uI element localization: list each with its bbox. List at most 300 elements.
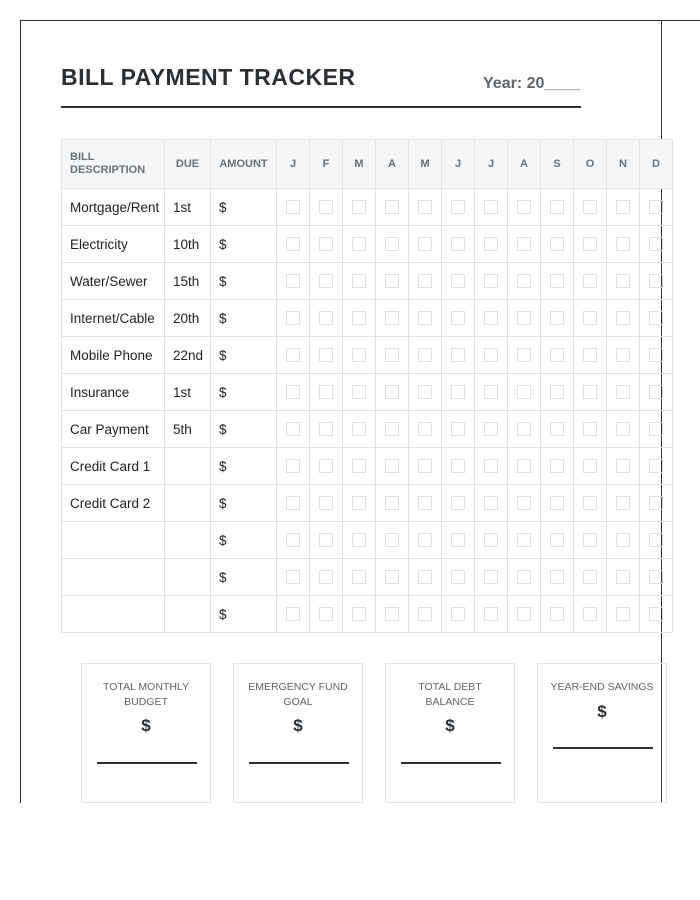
column-header-month: O: [574, 140, 607, 189]
paid-checkbox[interactable]: [550, 385, 564, 399]
paid-checkbox[interactable]: [286, 570, 300, 584]
paid-checkbox[interactable]: [385, 311, 399, 325]
summary-entry-line[interactable]: [249, 762, 349, 764]
month-cell: [343, 374, 376, 411]
paid-checkbox[interactable]: [649, 422, 663, 436]
table-row: [62, 263, 673, 300]
month-cell: [607, 559, 640, 596]
month-cell: [343, 559, 376, 596]
paid-checkbox[interactable]: [484, 200, 498, 214]
month-cell: [640, 189, 673, 226]
month-cell: [277, 300, 310, 337]
month-cell: [442, 374, 475, 411]
paid-checkbox[interactable]: [616, 533, 630, 547]
month-cell: [640, 374, 673, 411]
paid-checkbox[interactable]: [583, 607, 597, 621]
paid-checkbox[interactable]: [550, 422, 564, 436]
month-cell: [310, 337, 343, 374]
paid-checkbox[interactable]: [583, 348, 597, 362]
paid-checkbox[interactable]: [319, 385, 333, 399]
bill-description-cell[interactable]: Mobile Phone: [62, 337, 165, 374]
month-cell: [541, 559, 574, 596]
paid-checkbox[interactable]: [286, 607, 300, 621]
month-cell: [640, 522, 673, 559]
paid-checkbox[interactable]: [352, 607, 366, 621]
due-date-cell[interactable]: 10th: [165, 226, 211, 263]
month-cell: [343, 485, 376, 522]
month-cell: [475, 337, 508, 374]
paid-checkbox[interactable]: [319, 607, 333, 621]
month-cell: [277, 559, 310, 596]
paid-checkbox[interactable]: [385, 200, 399, 214]
paid-checkbox[interactable]: [451, 422, 465, 436]
due-date-cell[interactable]: [165, 596, 211, 633]
month-cell: [310, 485, 343, 522]
paid-checkbox[interactable]: [517, 311, 531, 325]
paid-checkbox[interactable]: [649, 570, 663, 584]
due-date-cell[interactable]: [165, 448, 211, 485]
month-cell: [574, 300, 607, 337]
paid-checkbox[interactable]: [517, 533, 531, 547]
bill-description-cell[interactable]: Car Payment: [62, 411, 165, 448]
paid-checkbox[interactable]: [451, 237, 465, 251]
due-date-cell[interactable]: 20th: [165, 300, 211, 337]
paid-checkbox[interactable]: [583, 385, 597, 399]
paid-checkbox[interactable]: [418, 348, 432, 362]
month-cell: [343, 300, 376, 337]
month-cell: [574, 189, 607, 226]
paid-checkbox[interactable]: [385, 348, 399, 362]
month-cell: [574, 337, 607, 374]
table-row: [62, 337, 673, 374]
month-cell: [640, 337, 673, 374]
paid-checkbox[interactable]: [418, 385, 432, 399]
due-date-cell[interactable]: 1st: [165, 189, 211, 226]
paid-checkbox[interactable]: [319, 311, 333, 325]
paid-checkbox[interactable]: [385, 237, 399, 251]
paid-checkbox[interactable]: [484, 385, 498, 399]
paid-checkbox[interactable]: [583, 200, 597, 214]
paid-checkbox[interactable]: [418, 459, 432, 473]
paid-checkbox[interactable]: [550, 311, 564, 325]
paid-checkbox[interactable]: [319, 533, 333, 547]
bill-description-cell[interactable]: Electricity: [62, 226, 165, 263]
paid-checkbox[interactable]: [517, 607, 531, 621]
paid-checkbox[interactable]: [385, 533, 399, 547]
month-cell: [442, 596, 475, 633]
due-date-cell[interactable]: 15th: [165, 263, 211, 300]
paid-checkbox[interactable]: [649, 237, 663, 251]
paid-checkbox[interactable]: [484, 459, 498, 473]
month-cell: [574, 448, 607, 485]
amount-cell[interactable]: $: [211, 337, 277, 374]
paid-checkbox[interactable]: [550, 570, 564, 584]
month-cell: [442, 448, 475, 485]
paid-checkbox[interactable]: [649, 274, 663, 288]
month-cell: [376, 522, 409, 559]
due-date-cell[interactable]: 5th: [165, 411, 211, 448]
month-cell: [442, 522, 475, 559]
paid-checkbox[interactable]: [484, 607, 498, 621]
paid-checkbox[interactable]: [352, 348, 366, 362]
month-cell: [376, 485, 409, 522]
paid-checkbox[interactable]: [418, 496, 432, 510]
month-cell: [277, 485, 310, 522]
paid-checkbox[interactable]: [352, 237, 366, 251]
month-cell: [541, 411, 574, 448]
paid-checkbox[interactable]: [451, 200, 465, 214]
paid-checkbox[interactable]: [352, 200, 366, 214]
summary-entry-line[interactable]: [553, 747, 653, 749]
paid-checkbox[interactable]: [649, 348, 663, 362]
paid-checkbox[interactable]: [451, 459, 465, 473]
paid-checkbox[interactable]: [583, 459, 597, 473]
month-cell: [310, 559, 343, 596]
paid-checkbox[interactable]: [484, 496, 498, 510]
month-cell: [277, 226, 310, 263]
paid-checkbox[interactable]: [649, 385, 663, 399]
month-cell: [475, 374, 508, 411]
paid-checkbox[interactable]: [484, 274, 498, 288]
month-cell: [541, 189, 574, 226]
paid-checkbox[interactable]: [550, 274, 564, 288]
paid-checkbox[interactable]: [418, 200, 432, 214]
paid-checkbox[interactable]: [286, 459, 300, 473]
paid-checkbox[interactable]: [385, 274, 399, 288]
month-cell: [541, 337, 574, 374]
amount-cell[interactable]: $: [211, 263, 277, 300]
paid-checkbox[interactable]: [286, 422, 300, 436]
paid-checkbox[interactable]: [451, 311, 465, 325]
month-cell: [409, 263, 442, 300]
paid-checkbox[interactable]: [649, 533, 663, 547]
amount-cell[interactable]: $: [211, 485, 277, 522]
table-row: [62, 485, 673, 522]
bill-description-cell[interactable]: Internet/Cable: [62, 300, 165, 337]
month-cell: [508, 411, 541, 448]
paid-checkbox[interactable]: [451, 385, 465, 399]
column-header-month: D: [640, 140, 673, 189]
paid-checkbox[interactable]: [616, 274, 630, 288]
month-cell: [607, 189, 640, 226]
paid-checkbox[interactable]: [418, 533, 432, 547]
month-cell: [343, 226, 376, 263]
month-cell: [541, 522, 574, 559]
paid-checkbox[interactable]: [286, 311, 300, 325]
month-cell: [277, 522, 310, 559]
month-cell: [475, 263, 508, 300]
paid-checkbox[interactable]: [616, 607, 630, 621]
month-cell: [442, 226, 475, 263]
month-cell: [541, 263, 574, 300]
paid-checkbox[interactable]: [616, 459, 630, 473]
summary-label: TOTAL MONTHLY BUDGET: [103, 681, 189, 708]
paid-checkbox[interactable]: [385, 607, 399, 621]
month-cell: [442, 300, 475, 337]
paid-checkbox[interactable]: [484, 348, 498, 362]
paid-checkbox[interactable]: [517, 422, 531, 436]
paid-checkbox[interactable]: [517, 459, 531, 473]
month-cell: [574, 522, 607, 559]
paid-checkbox[interactable]: [385, 496, 399, 510]
month-cell: [376, 374, 409, 411]
month-cell: [277, 374, 310, 411]
bill-description-cell[interactable]: Mortgage/Rent: [62, 189, 165, 226]
due-date-cell[interactable]: 1st: [165, 374, 211, 411]
paid-checkbox[interactable]: [616, 570, 630, 584]
paid-checkbox[interactable]: [352, 422, 366, 436]
paid-checkbox[interactable]: [418, 237, 432, 251]
month-cell: [574, 411, 607, 448]
paid-checkbox[interactable]: [286, 348, 300, 362]
month-cell: [442, 411, 475, 448]
paid-checkbox[interactable]: [583, 274, 597, 288]
paid-checkbox[interactable]: [517, 274, 531, 288]
paid-checkbox[interactable]: [319, 237, 333, 251]
paid-checkbox[interactable]: [286, 385, 300, 399]
amount-cell[interactable]: $: [211, 596, 277, 633]
paid-checkbox[interactable]: [352, 570, 366, 584]
month-cell: [574, 559, 607, 596]
month-cell: [607, 226, 640, 263]
header-divider: [61, 106, 581, 108]
amount-cell[interactable]: $: [211, 448, 277, 485]
paid-checkbox[interactable]: [517, 200, 531, 214]
paid-checkbox[interactable]: [583, 533, 597, 547]
month-cell: [640, 300, 673, 337]
paid-checkbox[interactable]: [385, 422, 399, 436]
paid-checkbox[interactable]: [451, 570, 465, 584]
month-cell: [277, 596, 310, 633]
paid-checkbox[interactable]: [319, 274, 333, 288]
paid-checkbox[interactable]: [616, 200, 630, 214]
month-cell: [343, 522, 376, 559]
paid-checkbox[interactable]: [319, 422, 333, 436]
month-cell: [409, 448, 442, 485]
amount-cell[interactable]: $: [211, 189, 277, 226]
due-date-cell[interactable]: 22nd: [165, 337, 211, 374]
paid-checkbox[interactable]: [517, 348, 531, 362]
summary-card-total-monthly-budget: [81, 663, 211, 803]
paid-checkbox[interactable]: [616, 237, 630, 251]
paid-checkbox[interactable]: [385, 385, 399, 399]
due-date-cell[interactable]: [165, 559, 211, 596]
month-cell: [376, 411, 409, 448]
paid-checkbox[interactable]: [517, 385, 531, 399]
month-cell: [442, 559, 475, 596]
paid-checkbox[interactable]: [517, 496, 531, 510]
amount-cell[interactable]: $: [211, 522, 277, 559]
paid-checkbox[interactable]: [649, 200, 663, 214]
paid-checkbox[interactable]: [319, 459, 333, 473]
paid-checkbox[interactable]: [286, 237, 300, 251]
bill-description-cell[interactable]: Credit Card 2: [62, 485, 165, 522]
paid-checkbox[interactable]: [286, 274, 300, 288]
paid-checkbox[interactable]: [649, 607, 663, 621]
paid-checkbox[interactable]: [649, 311, 663, 325]
paid-checkbox[interactable]: [550, 200, 564, 214]
table-row: [62, 300, 673, 337]
month-cell: [607, 411, 640, 448]
paid-checkbox[interactable]: [385, 570, 399, 584]
paid-checkbox[interactable]: [616, 422, 630, 436]
paid-checkbox[interactable]: [352, 459, 366, 473]
paid-checkbox[interactable]: [352, 496, 366, 510]
month-cell: [508, 374, 541, 411]
month-cell: [277, 448, 310, 485]
paid-checkbox[interactable]: [484, 533, 498, 547]
month-cell: [541, 448, 574, 485]
paid-checkbox[interactable]: [484, 422, 498, 436]
month-cell: [508, 596, 541, 633]
summary-card-emergency-fund-goal: [233, 663, 363, 803]
paid-checkbox[interactable]: [352, 274, 366, 288]
bill-description-cell[interactable]: [62, 596, 165, 633]
column-header-month: J: [442, 140, 475, 189]
amount-cell[interactable]: $: [211, 226, 277, 263]
paid-checkbox[interactable]: [484, 237, 498, 251]
paid-checkbox[interactable]: [319, 496, 333, 510]
bill-description-cell[interactable]: Insurance: [62, 374, 165, 411]
month-cell: [508, 559, 541, 596]
month-cell: [541, 596, 574, 633]
due-date-cell[interactable]: [165, 522, 211, 559]
month-cell: [442, 263, 475, 300]
month-cell: [376, 189, 409, 226]
summary-entry-line[interactable]: [401, 762, 501, 764]
month-cell: [475, 485, 508, 522]
paid-checkbox[interactable]: [418, 422, 432, 436]
year-field[interactable]: Year: 20____: [483, 75, 580, 92]
column-header-amount: AMOUNT: [211, 140, 277, 189]
paid-checkbox[interactable]: [550, 348, 564, 362]
paid-checkbox[interactable]: [451, 348, 465, 362]
month-cell: [409, 522, 442, 559]
paid-checkbox[interactable]: [352, 533, 366, 547]
month-cell: [508, 485, 541, 522]
paid-checkbox[interactable]: [616, 496, 630, 510]
paid-checkbox[interactable]: [451, 274, 465, 288]
paid-checkbox[interactable]: [649, 496, 663, 510]
paid-checkbox[interactable]: [451, 533, 465, 547]
paid-checkbox[interactable]: [418, 607, 432, 621]
month-cell: [442, 337, 475, 374]
bill-description-cell[interactable]: [62, 559, 165, 596]
month-cell: [409, 300, 442, 337]
paid-checkbox[interactable]: [352, 385, 366, 399]
month-cell: [640, 411, 673, 448]
month-cell: [343, 448, 376, 485]
bill-description-cell[interactable]: Credit Card 1: [62, 448, 165, 485]
month-cell: [310, 448, 343, 485]
table-body: [62, 189, 673, 633]
paid-checkbox[interactable]: [418, 274, 432, 288]
paid-checkbox[interactable]: [286, 496, 300, 510]
month-cell: [376, 337, 409, 374]
month-cell: [376, 596, 409, 633]
month-cell: [640, 559, 673, 596]
paid-checkbox[interactable]: [418, 311, 432, 325]
month-cell: [343, 189, 376, 226]
amount-cell[interactable]: $: [211, 411, 277, 448]
bill-description-cell[interactable]: Water/Sewer: [62, 263, 165, 300]
paid-checkbox[interactable]: [319, 348, 333, 362]
month-cell: [574, 596, 607, 633]
month-cell: [640, 596, 673, 633]
month-cell: [640, 448, 673, 485]
paid-checkbox[interactable]: [451, 496, 465, 510]
paid-checkbox[interactable]: [286, 533, 300, 547]
paid-checkbox[interactable]: [616, 311, 630, 325]
paid-checkbox[interactable]: [517, 570, 531, 584]
table-row: [62, 226, 673, 263]
summary-entry-line[interactable]: [97, 762, 197, 764]
month-cell: [508, 337, 541, 374]
month-cell: [508, 263, 541, 300]
paid-checkbox[interactable]: [616, 348, 630, 362]
column-header-due: DUE: [165, 140, 211, 189]
paid-checkbox[interactable]: [385, 459, 399, 473]
paid-checkbox[interactable]: [550, 237, 564, 251]
month-cell: [607, 337, 640, 374]
table-row: [62, 559, 673, 596]
month-cell: [409, 411, 442, 448]
paid-checkbox[interactable]: [649, 459, 663, 473]
paid-checkbox[interactable]: [451, 607, 465, 621]
paid-checkbox[interactable]: [286, 200, 300, 214]
paid-checkbox[interactable]: [484, 311, 498, 325]
month-cell: [607, 374, 640, 411]
month-cell: [310, 374, 343, 411]
amount-cell[interactable]: $: [211, 374, 277, 411]
amount-cell[interactable]: $: [211, 559, 277, 596]
paid-checkbox[interactable]: [319, 200, 333, 214]
paid-checkbox[interactable]: [616, 385, 630, 399]
month-cell: [343, 411, 376, 448]
month-cell: [310, 300, 343, 337]
paid-checkbox[interactable]: [319, 570, 333, 584]
month-cell: [376, 448, 409, 485]
due-date-cell[interactable]: [165, 485, 211, 522]
paid-checkbox[interactable]: [352, 311, 366, 325]
paid-checkbox[interactable]: [583, 496, 597, 510]
paid-checkbox[interactable]: [418, 570, 432, 584]
paid-checkbox[interactable]: [517, 237, 531, 251]
paid-checkbox[interactable]: [550, 533, 564, 547]
paid-checkbox[interactable]: [583, 311, 597, 325]
paid-checkbox[interactable]: [583, 237, 597, 251]
month-cell: [607, 448, 640, 485]
month-cell: [409, 337, 442, 374]
paid-checkbox[interactable]: [550, 459, 564, 473]
column-header-month: M: [409, 140, 442, 189]
month-cell: [442, 189, 475, 226]
bill-description-cell[interactable]: [62, 522, 165, 559]
month-cell: [376, 559, 409, 596]
month-cell: [607, 596, 640, 633]
paid-checkbox[interactable]: [583, 422, 597, 436]
paid-checkbox[interactable]: [550, 607, 564, 621]
month-cell: [310, 263, 343, 300]
summary-card-year-end-savings: [537, 663, 667, 803]
amount-cell[interactable]: $: [211, 300, 277, 337]
month-cell: [409, 596, 442, 633]
month-cell: [508, 226, 541, 263]
paid-checkbox[interactable]: [583, 570, 597, 584]
month-cell: [475, 596, 508, 633]
paid-checkbox[interactable]: [550, 496, 564, 510]
paid-checkbox[interactable]: [484, 570, 498, 584]
